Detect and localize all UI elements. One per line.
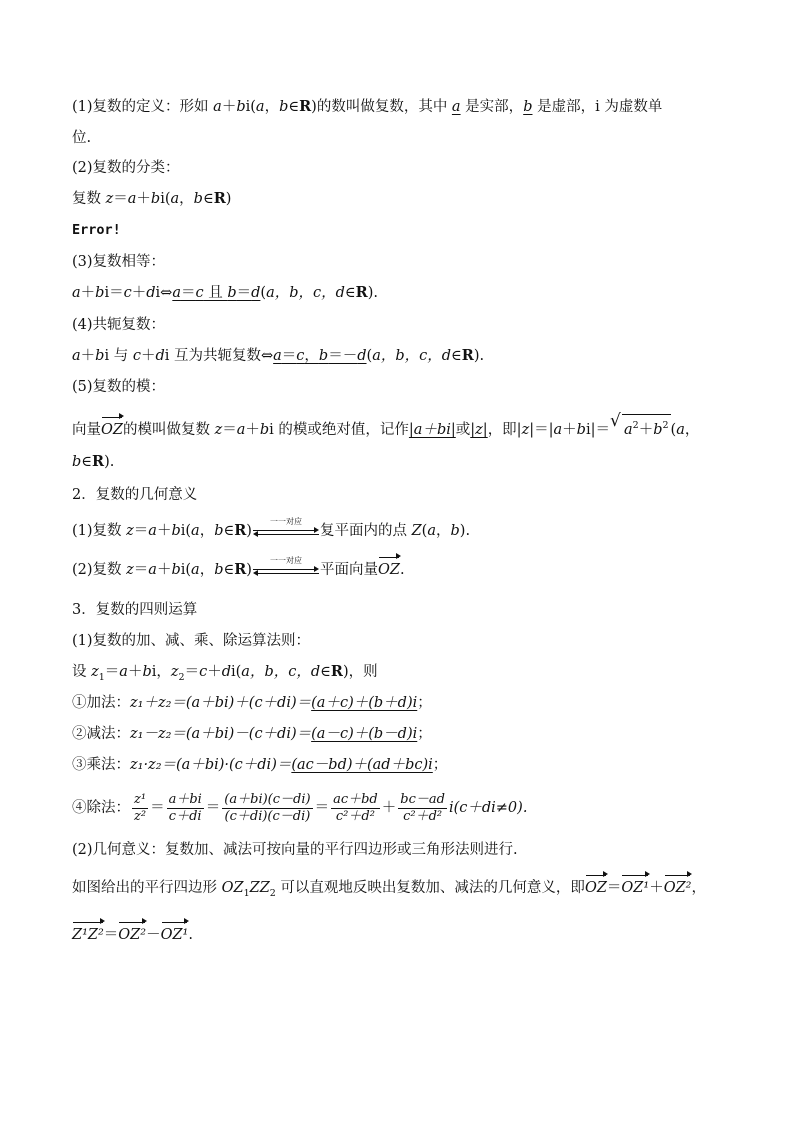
text: ＝: [222, 421, 237, 438]
text: ＝: [103, 927, 119, 943]
text: ): [246, 562, 252, 578]
var-a-underlined: a: [451, 99, 461, 115]
def-line-1: [72, 97, 662, 117]
text: i 的模或绝对值，记作: [269, 421, 409, 438]
modulus-notation-2: |z|: [470, 421, 488, 438]
var: a: [427, 523, 436, 539]
text: (3)复数相等：: [72, 254, 166, 270]
classification-heading: [72, 158, 180, 178]
multiplication-result: (ac－bd)＋(ad＋bc)i: [291, 757, 433, 773]
var: c: [132, 348, 141, 364]
var: c: [199, 664, 208, 680]
expr: z₁－z₂＝(a＋bi)－(c＋di)＝: [130, 726, 312, 742]
text: ，: [304, 348, 319, 364]
fraction: [222, 792, 312, 825]
text: ∈: [81, 454, 93, 470]
equality-answer: [172, 285, 260, 301]
var: z: [214, 421, 223, 438]
text: ＝: [133, 562, 149, 578]
var: d: [251, 285, 261, 301]
text: ＋: [245, 421, 260, 438]
sub: 2: [178, 671, 185, 683]
text: ＋: [80, 285, 96, 301]
set-r: R: [355, 284, 368, 301]
var: b: [142, 664, 152, 680]
geometric-meaning: (2)几何意义：复数加、减法可按向量的平行四边形或三角形法则进行.: [72, 842, 518, 858]
conjugate-answer: [273, 348, 366, 364]
var: d: [146, 285, 156, 301]
text: 位.: [72, 130, 92, 146]
text: .: [399, 562, 405, 578]
numerator: (a＋bi)(c－di): [224, 791, 311, 807]
division-rule: [72, 790, 527, 826]
var: z: [126, 562, 134, 578]
text: 是虚部，i 为虚数单: [532, 99, 663, 115]
expr: z₁·z₂＝(a＋bi)·(c＋di)＝: [130, 757, 292, 773]
text: ①加法：: [72, 695, 130, 711]
addition-result: (a＋c)＋(b＋d)i: [311, 695, 418, 711]
vector-oz: OZ: [584, 880, 607, 896]
var: a: [148, 562, 157, 578]
text: ＝: [236, 285, 252, 301]
sqrt-icon: √: [609, 411, 621, 431]
text: ＋: [156, 523, 172, 539]
var: a: [172, 285, 181, 301]
text: ；: [432, 757, 448, 773]
text: ＋: [140, 348, 156, 364]
text: ④除法：: [72, 800, 130, 816]
text: (2)复数: [72, 562, 127, 578]
var: z: [170, 664, 179, 680]
var-b: b: [279, 99, 289, 115]
var: b: [653, 421, 663, 438]
sqrt-expr: [609, 411, 671, 440]
var: a: [623, 421, 633, 438]
text: ，: [435, 523, 451, 539]
set-r: R: [213, 190, 226, 207]
text: ，: [264, 99, 280, 115]
text: i(: [180, 523, 192, 539]
text: ): [225, 191, 232, 207]
addition-rule: [72, 693, 432, 713]
denominator: c²＋d²: [335, 808, 375, 824]
text: ): [246, 523, 252, 539]
text: ，: [691, 880, 706, 896]
subtraction-result: (a－c)＋(b－d)i: [311, 726, 418, 742]
text: 平面向量: [319, 562, 378, 578]
vector-oz1: OZ¹: [160, 927, 189, 943]
var: a: [676, 421, 685, 438]
text: ＝: [205, 800, 221, 816]
text: ＝: [104, 664, 120, 680]
text: ＋: [221, 99, 237, 115]
var: b: [576, 421, 586, 438]
text: .: [188, 927, 193, 943]
sub: 1: [98, 671, 105, 683]
text: 设: [72, 664, 92, 680]
var: b: [95, 285, 105, 301]
setup-line: [72, 662, 378, 688]
text: i＝: [104, 285, 124, 301]
text: ＋: [207, 664, 222, 680]
def-line-2: [72, 128, 91, 148]
text: ＋: [156, 562, 172, 578]
set-r: R: [92, 453, 105, 470]
text: i|＝: [585, 421, 610, 438]
text: ＋: [80, 348, 96, 364]
rules-heading: (1)复数的加、减、乘、除运算法则：: [72, 633, 311, 649]
var: b: [259, 421, 270, 438]
denominator: c²＋d²: [403, 808, 443, 824]
var-b: b: [150, 191, 161, 207]
var-a: a: [213, 99, 222, 115]
text: ；: [417, 695, 432, 711]
text: ).: [104, 454, 115, 470]
set-r: R: [330, 663, 343, 680]
text: ∈: [344, 285, 356, 301]
modulus-line-2: [72, 452, 114, 472]
text: ＝: [180, 285, 196, 301]
text: i(: [231, 664, 242, 680]
text: 或: [455, 421, 471, 438]
set-r: R: [234, 561, 247, 578]
text: ∈: [320, 664, 331, 680]
text: ∈: [451, 348, 462, 364]
text: ＝: [281, 348, 297, 364]
sup: 2: [632, 420, 639, 431]
fraction: [398, 792, 447, 825]
text: i(: [180, 562, 192, 578]
numerator: bc－ad: [400, 791, 445, 807]
var: a，b，c，d: [241, 664, 321, 680]
var: z: [126, 523, 134, 539]
var: Z: [411, 523, 422, 539]
text: (5)复数的模：: [72, 379, 166, 395]
var-a: a: [170, 191, 180, 207]
sub: 2: [269, 887, 276, 899]
var: a: [72, 285, 81, 301]
text: ＋: [562, 421, 577, 438]
text: (1)复数: [72, 523, 127, 539]
geometric-line-2: [72, 556, 405, 580]
modulus-line: [72, 411, 700, 440]
geometric-line-1: [72, 517, 471, 541]
var-a: a: [255, 99, 265, 115]
vector-oz: OZ: [377, 562, 400, 578]
text: ，: [179, 191, 194, 207]
var: a: [119, 664, 128, 680]
var: a: [72, 348, 81, 364]
text: ＝: [184, 664, 200, 680]
text: 如图给出的平行四边形: [72, 880, 222, 896]
denominator: c＋di: [168, 808, 202, 824]
text: i，: [151, 664, 171, 680]
var: b: [227, 285, 237, 301]
section-3-title: 3．复数的四则运算: [72, 602, 198, 618]
fraction: [331, 792, 380, 825]
numerator: a＋bi: [168, 791, 202, 807]
text: ＋: [136, 191, 151, 207]
var: z: [91, 664, 99, 680]
var: a: [148, 523, 157, 539]
var: c: [123, 285, 132, 301]
text: 复平面内的点: [319, 523, 412, 539]
numerator: ac＋bd: [333, 791, 378, 807]
var: c: [296, 348, 305, 364]
var: a: [553, 421, 563, 438]
set-r: R: [234, 522, 247, 539]
text: ＝: [113, 191, 128, 207]
text: ∈: [288, 99, 300, 115]
equality-line: [72, 283, 378, 303]
var-b-underlined: b: [523, 99, 533, 115]
denominator: (c＋di)(c－di): [224, 808, 311, 824]
text: i(: [245, 99, 256, 115]
var: a，b，c，d: [372, 348, 452, 364]
text: ＋: [131, 285, 147, 301]
var: OZ: [221, 880, 244, 896]
var: c: [195, 285, 204, 301]
modulus-heading: [72, 377, 165, 397]
text: ，: [199, 523, 215, 539]
text: ＋: [638, 421, 654, 438]
numerator: z¹: [134, 791, 147, 807]
var-b: b: [193, 191, 203, 207]
conjugate-line: [72, 346, 484, 366]
text: ＋: [649, 880, 664, 896]
text: ).: [473, 348, 485, 364]
var: z: [521, 421, 530, 438]
section-2-title: 2．复数的几何意义: [72, 487, 198, 503]
text: ).: [459, 523, 471, 539]
vector-oz2: OZ²: [118, 927, 147, 943]
var: b: [318, 348, 329, 364]
set-r: R: [461, 347, 474, 364]
conjugate-heading: [72, 315, 165, 335]
text: ∈: [223, 523, 235, 539]
set-r: R: [299, 98, 312, 115]
text: (: [260, 285, 267, 301]
text: ②减法：: [72, 726, 130, 742]
subtraction-rule: [72, 724, 432, 744]
var: b: [95, 348, 105, 364]
text: 且: [203, 285, 228, 301]
figure-description: [72, 878, 706, 904]
var: a，b，c，d: [266, 285, 345, 301]
text: (: [421, 523, 428, 539]
var: a: [236, 421, 246, 438]
text: ＝－: [328, 348, 358, 364]
text: |＝|: [529, 421, 554, 438]
var-b: b: [236, 99, 246, 115]
var: b: [214, 562, 224, 578]
var: b: [171, 562, 181, 578]
var: d: [155, 348, 165, 364]
var-z: z: [105, 191, 114, 207]
text: ＋: [381, 800, 397, 816]
text: ＋: [127, 664, 143, 680]
text: )，则: [342, 664, 378, 680]
arrow-label: 一一对应: [269, 556, 302, 565]
error-text: Error!: [72, 222, 121, 238]
var: b: [450, 523, 460, 539]
text: ＝: [133, 523, 149, 539]
var: d: [221, 664, 231, 680]
var: a: [191, 562, 200, 578]
text: ；: [417, 726, 432, 742]
modulus-notation-1: |a＋bi|: [408, 421, 456, 438]
text: ＝: [314, 800, 330, 816]
text: －: [146, 927, 161, 943]
text: 的模叫做复数: [122, 421, 215, 438]
vector-oz: OZ: [101, 421, 123, 438]
var: b: [214, 523, 224, 539]
vector-oz2: OZ²: [663, 880, 692, 896]
text: ，即|: [487, 421, 522, 438]
var: a: [273, 348, 282, 364]
text: ∈: [223, 562, 235, 578]
text: (: [670, 421, 677, 438]
var: a: [191, 523, 200, 539]
text: ).: [367, 285, 378, 301]
sup: 2: [662, 420, 669, 431]
text: (: [366, 348, 373, 364]
text: i(c＋di≠0).: [448, 800, 528, 816]
var-a: a: [127, 191, 137, 207]
text: ，: [199, 562, 215, 578]
vector-z1z2: Z¹Z²: [72, 927, 104, 943]
fraction: [132, 792, 148, 825]
text: ＝: [150, 800, 165, 816]
one-to-one-arrow-icon: [253, 556, 319, 577]
var: d: [357, 348, 367, 364]
text: 向量: [72, 421, 101, 438]
text: 是实部，: [460, 99, 524, 115]
text: i 与: [104, 348, 133, 364]
sub: 1: [243, 887, 250, 899]
text: ∈: [202, 191, 214, 207]
var: b: [171, 523, 181, 539]
classification-line: [72, 189, 231, 209]
expr: z₁＋z₂＝(a＋bi)＋(c＋di)＝: [130, 695, 312, 711]
denominator: z²: [134, 808, 147, 824]
arrow-label: 一一对应: [269, 517, 302, 526]
one-to-one-arrow-icon: [253, 517, 319, 538]
text: i(: [160, 191, 171, 207]
text: (4)共轭复数：: [72, 317, 166, 333]
multiplication-rule: [72, 755, 447, 775]
text: 可以直观地反映出复数加、减法的几何意义，即: [275, 880, 585, 896]
vector-oz1: OZ¹: [621, 880, 650, 896]
text: (2)复数的分类：: [72, 160, 180, 176]
text: 复数: [72, 191, 106, 207]
text: i 互为共轭复数⇔: [164, 348, 274, 364]
text: ＝: [606, 880, 622, 896]
equality-heading: [72, 252, 165, 272]
var: ZZ: [249, 880, 270, 896]
text: ③乘法：: [72, 757, 130, 773]
fraction: [167, 792, 204, 825]
vector-difference-line: [72, 925, 193, 945]
text: i⇔: [155, 285, 173, 301]
var: b: [72, 454, 82, 470]
text: ，: [684, 421, 700, 438]
text: )的数叫做复数，其中: [311, 99, 452, 115]
text: (1)复数的定义：形如: [72, 99, 214, 115]
